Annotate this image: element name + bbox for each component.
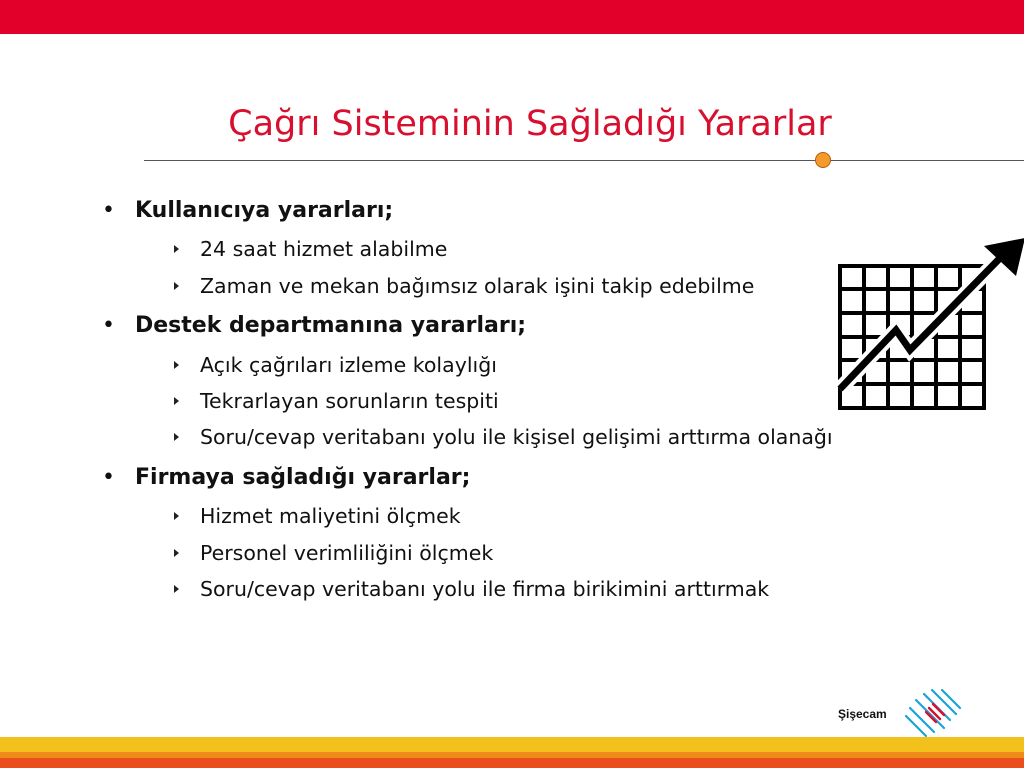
footer-stripe-yellow bbox=[0, 737, 1024, 752]
section-heading-company-benefits: • Firmaya sağladığı yararlar; bbox=[135, 465, 470, 490]
list-item: Soru/cevap veritabanı yolu ile kişisel gelişimi arttırma olanağı bbox=[200, 425, 833, 449]
list-item: Soru/cevap veritabanı yolu ile firma birikimini arttırmak bbox=[200, 577, 770, 601]
list-item: Personel verimliliğini ölçmek bbox=[200, 541, 494, 565]
list-item: Zaman ve mekan bağımsız olarak işini takip edebilme bbox=[200, 274, 755, 298]
sisecam-logo-icon bbox=[904, 688, 962, 738]
growth-chart-icon bbox=[834, 238, 1024, 414]
slide-title: Çağrı Sisteminin Sağladığı Yararlar bbox=[228, 104, 832, 144]
footer-stripe-red bbox=[0, 758, 1024, 768]
list-item: 24 saat hizmet alabilme bbox=[200, 237, 448, 261]
section-heading-support-benefits: • Destek departmanına yararları; bbox=[135, 313, 526, 338]
section-heading-user-benefits: • Kullanıcıya yararları; bbox=[135, 198, 393, 223]
list-item: Tekrarlayan sorunların tespiti bbox=[200, 389, 499, 413]
list-item: Açık çağrıları izleme kolaylığı bbox=[200, 353, 497, 377]
company-name: Şişecam bbox=[838, 707, 887, 721]
list-item: Hizmet maliyetini ölçmek bbox=[200, 504, 461, 528]
